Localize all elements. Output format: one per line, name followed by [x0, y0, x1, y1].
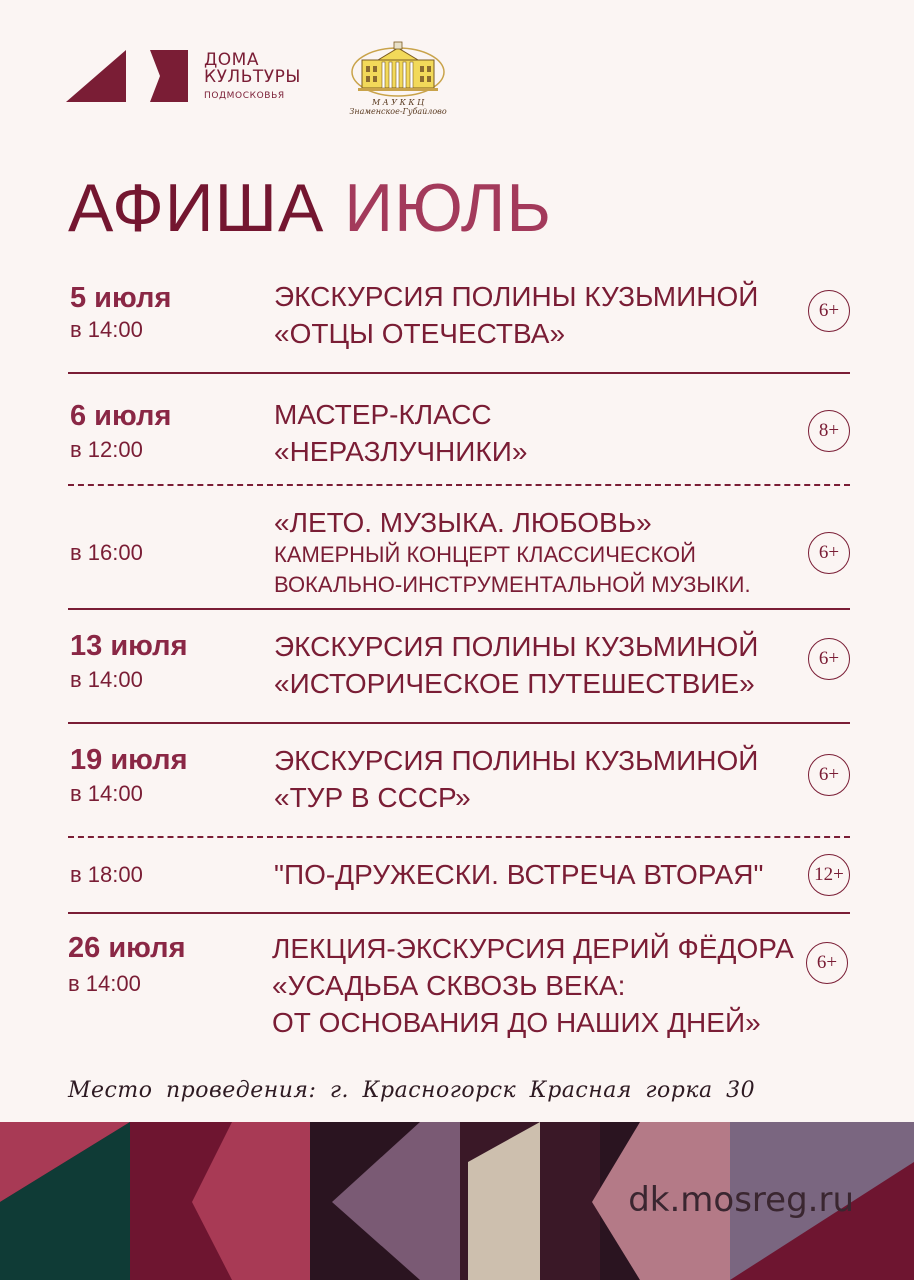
- event-title: ЭКСКУРСИЯ ПОЛИНЫ КУЗЬМИНОЙ: [274, 745, 759, 776]
- museum-caption-line2: Знаменское-Губайлово: [349, 107, 447, 116]
- event-title: «ЛЕТО. МУЗЫКА. ЛЮБОВЬ»: [274, 507, 652, 538]
- org-name-line1: ДОМА: [204, 50, 259, 70]
- event-row: [68, 914, 850, 1044]
- event-row: [68, 610, 850, 722]
- event-time: в 12:00: [70, 437, 143, 462]
- event-title: "ПО-ДРУЖЕСКИ. ВСТРЕЧА ВТОРАЯ": [274, 859, 764, 890]
- venue-text: Место проведения: г. Красногорск Красная горка 30: [68, 1078, 756, 1103]
- event-info: [274, 278, 758, 352]
- museum-caption-line1: М А У К К Ц: [371, 98, 425, 107]
- event-subtitle-line2: ВОКАЛЬНО-ИНСТРУМЕНТАЛЬНОЙ МУЗЫКИ.: [274, 572, 751, 597]
- museum-caption: [338, 98, 458, 116]
- age-rating-badge: 6+: [808, 290, 850, 332]
- event-row: [68, 374, 850, 484]
- event-title: ЭКСКУРСИЯ ПОЛИНЫ КУЗЬМИНОЙ: [274, 281, 759, 312]
- title-word-afisha: АФИША: [68, 170, 325, 246]
- event-time: в 14:00: [70, 667, 143, 692]
- event-info: [274, 396, 527, 470]
- event-subtitle: «УСАДЬБА СКВОЗЬ ВЕКА:: [272, 970, 626, 1001]
- event-info: [274, 742, 758, 816]
- event-date: 5 июля: [70, 282, 172, 314]
- event-row: [68, 486, 850, 608]
- event-date: 13 июля: [70, 630, 188, 662]
- museum-building-logo: [338, 38, 458, 98]
- event-row: [68, 270, 850, 372]
- event-time: в 14:00: [70, 317, 143, 342]
- event-date: 26 июля: [68, 932, 186, 964]
- event-date: 6 июля: [70, 400, 172, 432]
- website-url[interactable]: dk.mosreg.ru: [628, 1180, 854, 1220]
- event-info: [274, 506, 751, 600]
- page-title: [68, 168, 552, 248]
- event-subtitle: «НЕРАЗЛУЧНИКИ»: [274, 436, 528, 467]
- event-date: 19 июля: [70, 744, 188, 776]
- age-rating-badge: 6+: [808, 532, 850, 574]
- org-name-line3: ПОДМОСКОВЬЯ: [204, 91, 285, 101]
- age-rating-badge: 6+: [808, 638, 850, 680]
- event-row: [68, 838, 850, 912]
- event-time: в 16:00: [70, 540, 143, 565]
- event-time: в 18:00: [70, 862, 143, 887]
- event-subtitle: «ИСТОРИЧЕСКОЕ ПУТЕШЕСТВИЕ»: [274, 668, 755, 699]
- event-info: [272, 930, 794, 1041]
- event-info: [274, 856, 763, 893]
- age-rating-badge: 12+: [808, 854, 850, 896]
- event-subtitle: «ТУР В СССР»: [274, 782, 471, 813]
- age-rating-badge: 6+: [808, 754, 850, 796]
- event-title: ЛЕКЦИЯ-ЭКСКУРСИЯ ДЕРИЙ ФЁДОРА: [272, 933, 794, 964]
- title-word-month: ИЮЛЬ: [344, 170, 553, 246]
- header: [0, 0, 914, 140]
- event-row: [68, 724, 850, 836]
- event-subtitle: КАМЕРНЫЙ КОНЦЕРТ КЛАССИЧЕСКОЙ: [274, 542, 696, 567]
- doma-kultury-logo: [66, 46, 190, 104]
- event-schedule: [68, 270, 850, 1044]
- event-time: в 14:00: [68, 971, 141, 996]
- event-title: ЭКСКУРСИЯ ПОЛИНЫ КУЗЬМИНОЙ: [274, 631, 759, 662]
- event-subtitle-line2: ОТ ОСНОВАНИЯ ДО НАШИХ ДНЕЙ»: [272, 1007, 761, 1038]
- org-name: [204, 52, 301, 105]
- event-title: МАСТЕР-КЛАСС: [274, 399, 492, 430]
- event-time: в 14:00: [70, 781, 143, 806]
- event-info: [274, 628, 758, 702]
- age-rating-badge: 6+: [806, 942, 848, 984]
- org-name-line2: КУЛЬТУРЫ: [204, 67, 301, 87]
- event-subtitle: «ОТЦЫ ОТЕЧЕСТВА»: [274, 318, 566, 349]
- age-rating-badge: 8+: [808, 410, 850, 452]
